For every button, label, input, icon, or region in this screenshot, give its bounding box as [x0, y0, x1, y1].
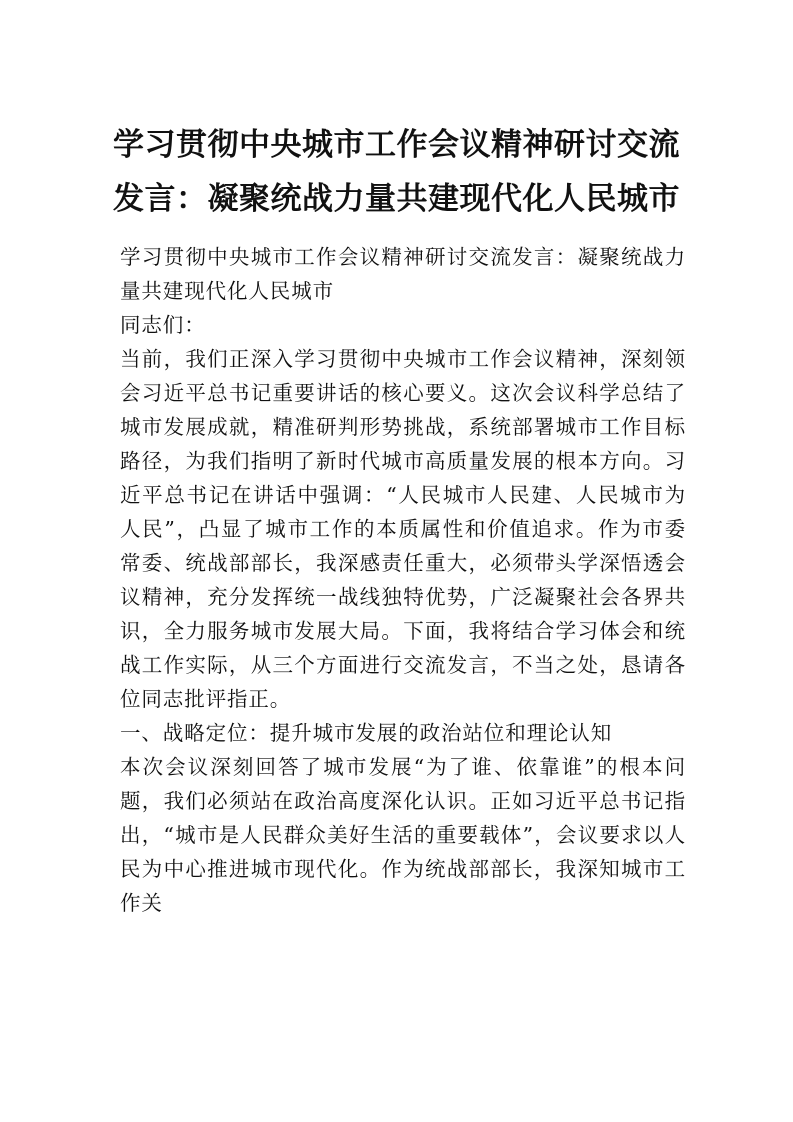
- title-line-2: 发言：凝聚统战力量共建现代化人民城市: [113, 181, 680, 217]
- document-body: [120, 240, 686, 920]
- section-heading-1: 一、战略定位：提升城市发展的政治站位和理论认知: [120, 721, 613, 745]
- intro-paragraph: 当前，我们正深入学习贯彻中央城市工作会议精神，深刻领会习近平总书记重要讲话的核心要义。这次会议科学总结了城市发展成就，精准研判形势挑战，系统部署城市工作目标路径，为我们指明了新时代城市高质量发展的根本方向。习近平总书记在讲话中强调：“人民城市人民建、人民城市为人民”，凸显了城市工作的本质属性和价值追求。作为市委常委、统战部部长，我深感责任重大，必须带头学深悟透会议精神，充分发挥统一战线独特优势，广泛凝聚社会各界共识，全力服务城市发展大局。下面，我将结合学习体会和统战工作实际，从三个方面进行交流发言，不当之处，恳请各位同志批评指正。: [120, 347, 686, 711]
- salutation: 同志们：: [120, 313, 206, 337]
- subtitle-paragraph: 学习贯彻中央城市工作会议精神研讨交流发言：凝聚统战力量共建现代化人民城市: [120, 245, 686, 303]
- section-1-paragraph: 本次会议深刻回答了城市发展“为了谁、依靠谁”的根本问题，我们必须站在政治高度深化认识。正如习近平总书记指出，“城市是人民群众美好生活的重要载体”，会议要求以人民为中心推进城市现代化。作为统战部部长，我深知城市工作关: [120, 755, 686, 915]
- title-line-1: 学习贯彻中央城市工作会议精神研讨交流: [113, 127, 680, 163]
- document-title: [60, 118, 733, 226]
